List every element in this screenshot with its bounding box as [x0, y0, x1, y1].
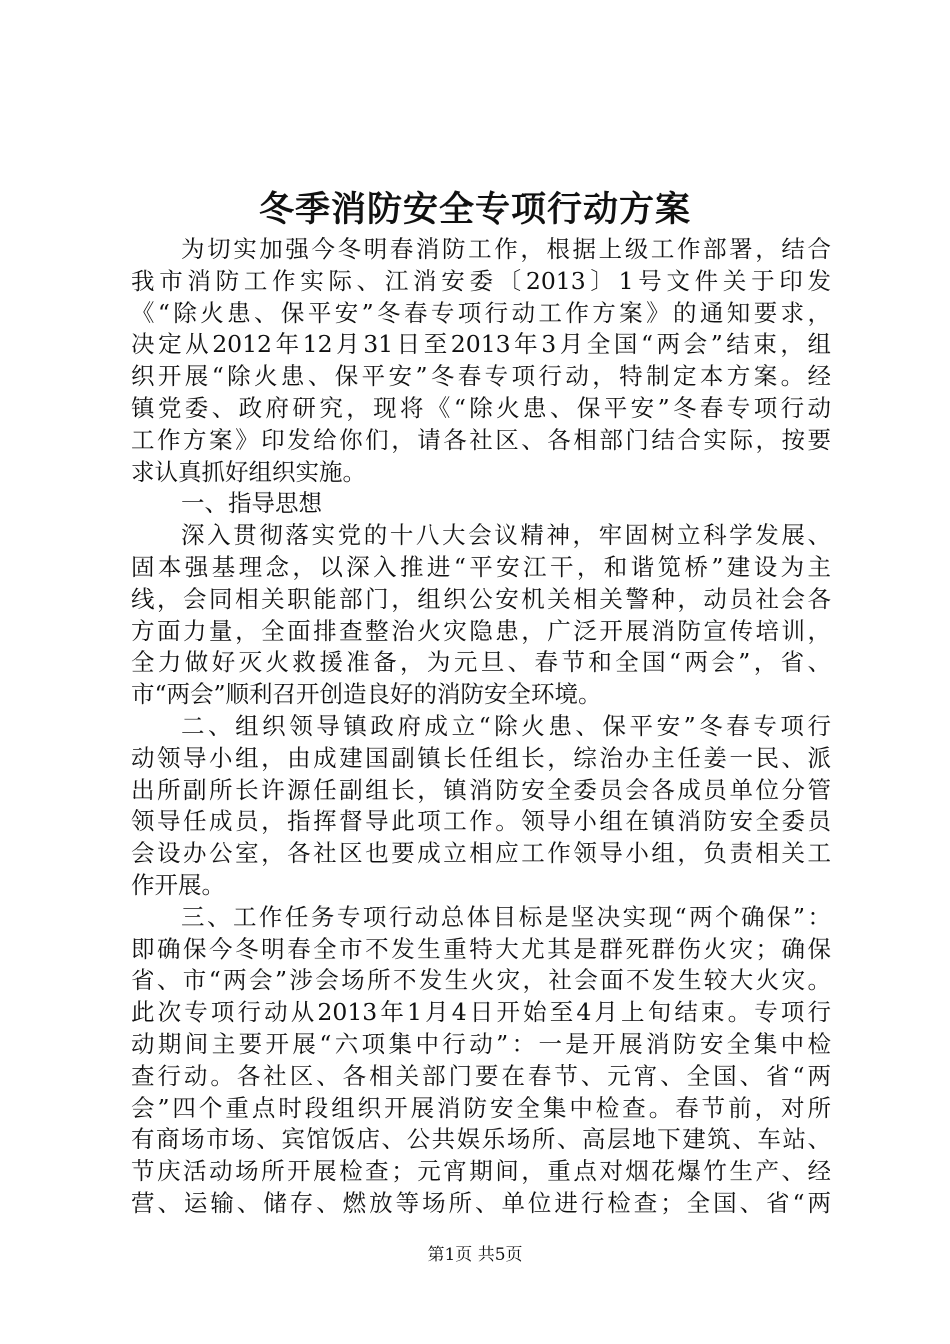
paragraph-line: 三、工作任务专项行动总体目标是坚决实现“两个确保”：	[181, 902, 831, 931]
section-heading: 一、指导思想	[181, 489, 322, 518]
paragraph-line: 织开展“除火患、保平安”冬春专项行动，特制定本方案。经	[131, 362, 831, 391]
paragraph-line: 领导任成员，指挥督导此项工作。领导小组在镇消防安全委员	[131, 807, 831, 836]
paragraph-line: 镇党委、政府研究，现将《“除火患、保平安”冬春专项行动	[131, 393, 831, 422]
paragraph-line: 固本强基理念，以深入推进“平安江干，和谐笕桥”建设为主	[131, 552, 831, 581]
paragraph-line: 方面力量，全面排查整治火灾隐患，广泛开展消防宣传培训，	[131, 616, 831, 645]
page-footer: 第1页 共5页	[427, 1245, 523, 1265]
paragraph-line: 为切实加强今冬明春消防工作，根据上级工作部署，结合	[181, 235, 831, 263]
paragraph-line: 作开展。	[131, 870, 225, 899]
paragraph-line: 即确保今冬明春全市不发生重特大尤其是群死群伤火灾；确保	[131, 934, 831, 963]
paragraph-line: 线，会同相关职能部门，组织公安机关相关警种，动员社会各	[131, 584, 831, 613]
paragraph-line: 会设办公室，各社区也要成立相应工作领导小组，负责相关工	[131, 839, 831, 868]
paragraph-line: 二、组织领导镇政府成立“除火患、保平安”冬春专项行	[181, 711, 831, 740]
paragraph-line: 营、运输、储存、燃放等场所、单位进行检查；全国、省“两	[131, 1188, 831, 1217]
paragraph-line: 决定从2012年12月31日至2013年3月全国“两会”结束，组	[131, 330, 831, 359]
paragraph-line: 有商场市场、宾馆饭店、公共娱乐场所、高层地下建筑、车站、	[131, 1125, 831, 1154]
paragraph-line: 求认真抓好组织实施。	[131, 457, 366, 486]
paragraph-line: 节庆活动场所开展检查；元宵期间，重点对烟花爆竹生产、经	[131, 1157, 831, 1186]
paragraph-line: 深入贯彻落实党的十八大会议精神，牢固树立科学发展、	[181, 521, 831, 550]
paragraph-line: 省、市“两会”涉会场所不发生火灾，社会面不发生较大火灾。	[131, 966, 831, 995]
paragraph-line: 动期间主要开展“六项集中行动”：一是开展消防安全集中检	[131, 1029, 831, 1058]
document-title: 冬季消防安全专项行动方案	[258, 190, 691, 230]
paragraph-line: 全力做好灭火救援准备，为元旦、春节和全国“两会”，省、	[131, 648, 831, 677]
paragraph-line: 此次专项行动从2013年1月4日开始至4月上旬结束。专项行	[131, 998, 831, 1027]
paragraph-line: 查行动。各社区、各相关部门要在春节、元宵、全国、省“两	[131, 1061, 831, 1090]
paragraph-line: 会”四个重点时段组织开展消防安全集中检查。春节前，对所	[131, 1093, 831, 1122]
paragraph-line: 市“两会”顺利召开创造良好的消防安全环境。	[131, 680, 602, 709]
paragraph-line: 我市消防工作实际、江消安委〔2013〕1号文件关于印发	[131, 266, 831, 295]
paragraph-line: 出所副所长许源任副组长，镇消防安全委员会各成员单位分管	[131, 775, 831, 804]
document-body	[131, 234, 831, 1220]
paragraph-line: 《“除火患、保平安”冬春专项行动工作方案》的通知要求，	[131, 298, 831, 327]
paragraph-line: 动领导小组，由成建国副镇长任组长，综治办主任姜一民、派	[131, 743, 831, 772]
paragraph-line: 工作方案》印发给你们，请各社区、各相部门结合实际，按要	[131, 425, 831, 454]
